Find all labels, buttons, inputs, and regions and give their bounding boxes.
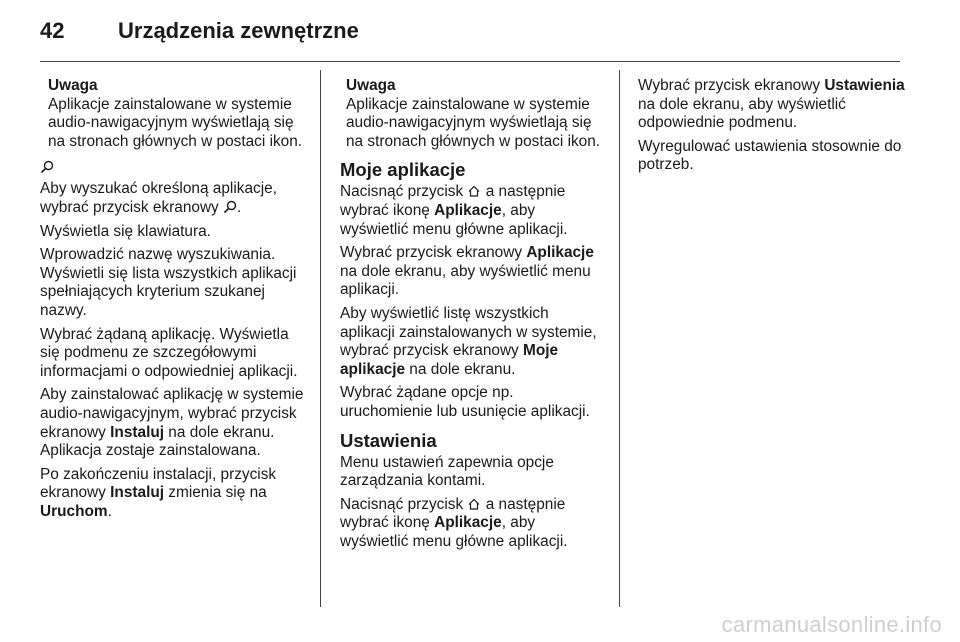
home-icon xyxy=(467,497,481,511)
note-text: Aplikacje zainstalowane w systemie audio-nawigacyjnym wyświetlają się na stronach głównych w postaci ikon. xyxy=(48,95,303,150)
header-rule xyxy=(40,61,900,62)
paragraph-adjust: Wyregulować ustawienia stosownie do potrzeb. xyxy=(638,137,902,174)
note-heading: Uwaga xyxy=(48,77,98,94)
paragraph-list-all: Aby wyświetlić listę wszystkich aplikacji zainstalowanych w systemie, wybrać przycisk ekranowy Moje aplikacje na dole ekranu. xyxy=(340,304,597,378)
home-icon xyxy=(467,184,481,198)
paragraph-after-install: Po zakończeniu instalacji, przycisk ekranowy Instaluj zmienia się na Uruchom. xyxy=(40,465,277,520)
watermark: carmanualsonline.info xyxy=(721,612,942,637)
section-heading-ustawienia: Ustawienia xyxy=(340,429,437,451)
section-heading-moje-aplikacje: Moje aplikacje xyxy=(340,159,466,181)
column-divider-1 xyxy=(320,70,321,607)
paragraph-enter-name: Wprowadzić nazwę wyszukiwania. Wyświetli się lista wszystkich aplikacji spełniających kryterium szukanej nazwy. xyxy=(40,246,297,319)
note-text: Aplikacje zainstalowane w systemie audio-nawigacyjnym wyświetlają się na stronach głównych w postaci ikon. xyxy=(346,95,601,150)
note-box xyxy=(40,77,308,151)
column-1 xyxy=(40,77,308,526)
search-icon xyxy=(40,160,54,174)
paragraph-search: Aby wyszukać określoną aplikacje, wybrać przycisk ekranowy . xyxy=(40,180,277,216)
paragraph-press-home: Nacisnąć przycisk a następnie wybrać ikonę Aplikacje, aby wyświetlić menu główne aplikacji. xyxy=(340,183,568,238)
paragraph-keyboard: Wyświetla się klawiatura. xyxy=(40,222,211,240)
paragraph-settings-menu: Menu ustawień zapewnia opcje zarządzania kontami. xyxy=(340,453,554,490)
note-box xyxy=(340,77,606,151)
column-divider-2 xyxy=(619,70,620,607)
paragraph-options: Wybrać żądane opcje np. uruchomienie lub usunięcie aplikacji. xyxy=(340,384,590,420)
page-header xyxy=(40,18,359,48)
paragraph-press-home-2: Nacisnąć przycisk a następnie wybrać ikonę Aplikacje, aby wyświetlić menu główne aplikacji. xyxy=(340,495,568,550)
paragraph-select-app: Wybrać żądaną aplikację. Wyświetla się podmenu ze szczegółowymi informacjami o odpowiedniej aplikacji. xyxy=(40,325,298,380)
paragraph-install: Aby zainstalować aplikację w systemie audio-nawigacyjnym, wybrać przycisk ekranowy Instaluj na dole ekranu. Aplikacja zostaje zainstalowana. xyxy=(40,386,304,460)
page-number: 42 xyxy=(40,18,65,43)
note-heading: Uwaga xyxy=(346,77,396,94)
search-icon-line xyxy=(40,159,308,177)
paragraph-select-ustawienia: Wybrać przycisk ekranowy Ustawienia na dole ekranu, aby wyświetlić odpowiednie podmenu. xyxy=(638,77,905,132)
column-2 xyxy=(340,77,606,556)
page-title: Urządzenia zewnętrzne xyxy=(118,18,359,43)
paragraph-select-aplikacje: Wybrać przycisk ekranowy Aplikacje na dole ekranu, aby wyświetlić menu aplikacji. xyxy=(340,244,594,299)
search-icon xyxy=(223,200,237,214)
column-3 xyxy=(638,77,906,180)
